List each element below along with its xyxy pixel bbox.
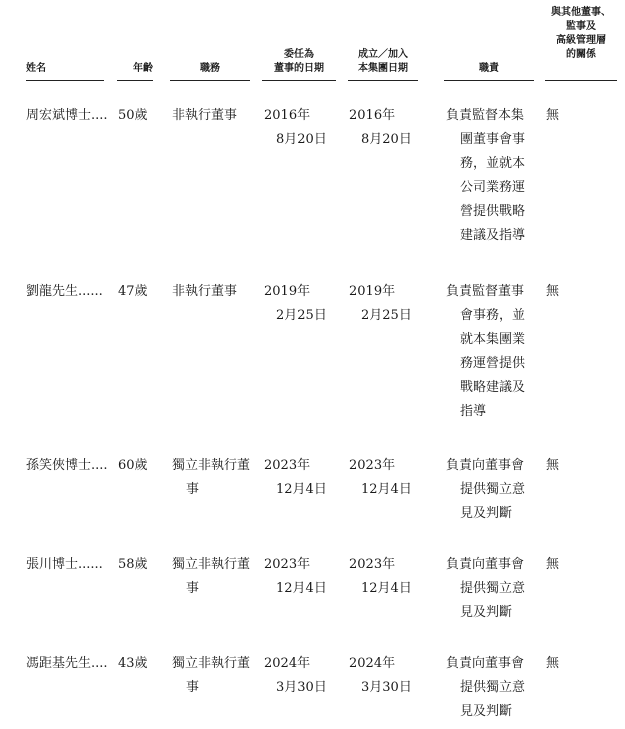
director-name: 馮距基先生.... (26, 656, 108, 671)
director-position (172, 104, 237, 128)
header-position (170, 62, 250, 76)
director-age: 60歲 (118, 458, 148, 473)
director-name: 周宏斌博士.... (26, 108, 108, 123)
director-age: 58歲 (118, 557, 148, 572)
position-line: 事 (186, 680, 200, 695)
appointed-year: 2019年 (264, 284, 311, 299)
duties-line: 提供獨立意 (460, 482, 526, 497)
appointed-year: 2024年 (264, 656, 311, 671)
director-name: 劉龍先生...... (26, 284, 103, 299)
duties-line: 就本集團業 (460, 332, 526, 347)
header-name (26, 62, 56, 76)
duties-line: 負責向董事會 (446, 557, 525, 572)
header-relation (545, 6, 617, 62)
director-duties (446, 454, 525, 526)
header-rule-position (170, 80, 250, 81)
position-line: 非執行董事 (172, 108, 238, 123)
header-rule-duties (444, 80, 534, 81)
director-relation: 無 (546, 656, 560, 671)
duties-line: 指導 (460, 404, 487, 419)
director-age: 50歲 (118, 108, 148, 123)
director-relation: 無 (546, 284, 560, 299)
duties-line: 見及判斷 (460, 605, 513, 620)
joined-year: 2019年 (349, 284, 396, 299)
appointed-day: 3月30日 (276, 680, 327, 695)
joined-day: 2月25日 (361, 308, 412, 323)
director-age: 43歲 (118, 656, 148, 671)
duties-line: 建議及指導 (460, 228, 526, 243)
director-name: 張川博士...... (26, 557, 103, 572)
position-line: 獨立非執行董 (172, 557, 251, 572)
header-rule-relation (545, 80, 617, 81)
appointed-year: 2016年 (264, 108, 311, 123)
joined-year: 2024年 (349, 656, 396, 671)
appointed-date (264, 553, 327, 601)
position-line: 事 (186, 482, 200, 497)
header-rule-joined (348, 80, 418, 81)
director-relation: 無 (546, 108, 560, 123)
director-name: 孫笑俠博士.... (26, 458, 108, 473)
header-name-text: 姓名 (26, 63, 46, 74)
header-relation-line2: 監事及 (566, 21, 596, 32)
duties-line: 負責監督董事 (446, 284, 525, 299)
header-duties-text: 職責 (479, 63, 499, 74)
director-position (172, 553, 250, 601)
duties-line: 見及判斷 (460, 506, 513, 521)
duties-line: 團董事會事 (460, 132, 526, 147)
joined-year: 2023年 (349, 458, 396, 473)
appointed-date (264, 454, 327, 502)
appointed-day: 8月20日 (276, 132, 327, 147)
joined-date (349, 553, 412, 601)
appointed-day: 12月4日 (276, 482, 327, 497)
director-duties (446, 280, 525, 424)
appointed-year: 2023年 (264, 557, 311, 572)
director-duties (446, 553, 525, 625)
joined-date (349, 280, 412, 328)
joined-day: 8月20日 (361, 132, 412, 147)
header-position-text: 職務 (200, 63, 220, 74)
header-rule-age (117, 80, 153, 81)
director-relation: 無 (546, 458, 560, 473)
duties-line: 提供獨立意 (460, 680, 526, 695)
appointed-date (264, 104, 327, 152)
duties-line: 會事務，並 (460, 308, 526, 323)
appointed-day: 12月4日 (276, 581, 327, 596)
appointed-date (264, 280, 327, 328)
joined-date (349, 454, 412, 502)
director-age: 47歲 (118, 284, 148, 299)
header-relation-line4: 的關係 (566, 49, 596, 60)
duties-line: 負責監督本集 (446, 108, 525, 123)
position-line: 獨立非執行董 (172, 458, 251, 473)
director-position (172, 280, 237, 304)
duties-line: 戰略建議及 (460, 380, 526, 395)
position-line: 非執行董事 (172, 284, 238, 299)
joined-day: 12月4日 (361, 482, 412, 497)
duties-line: 營提供戰略 (460, 204, 526, 219)
duties-line: 提供獨立意 (460, 581, 526, 596)
duties-line: 公司業務運 (460, 180, 526, 195)
header-rule-appointed (262, 80, 336, 81)
joined-date (349, 652, 412, 700)
joined-day: 3月30日 (361, 680, 412, 695)
header-relation-line3: 高級管理層 (556, 35, 606, 46)
appointed-day: 2月25日 (276, 308, 327, 323)
position-line: 獨立非執行董 (172, 656, 251, 671)
duties-line: 負責向董事會 (446, 656, 525, 671)
duties-line: 負責向董事會 (446, 458, 525, 473)
director-duties (446, 652, 525, 724)
director-position (172, 454, 250, 502)
duties-line: 見及判斷 (460, 704, 513, 719)
position-line: 事 (186, 581, 200, 596)
header-relation-line1: 與其他董事、 (551, 7, 611, 18)
header-duties (444, 62, 534, 76)
director-relation: 無 (546, 557, 560, 572)
header-joined-date (348, 48, 418, 76)
joined-date (349, 104, 412, 152)
joined-year: 2016年 (349, 108, 396, 123)
header-appointed-date (262, 48, 336, 76)
header-appointed-line1: 委任為 (284, 49, 314, 60)
header-age (117, 62, 153, 76)
header-appointed-line2: 董事的日期 (274, 63, 324, 74)
header-rule-name (26, 80, 104, 81)
header-joined-line1: 成立／加入 (358, 49, 408, 60)
director-position (172, 652, 250, 700)
director-duties (446, 104, 525, 248)
joined-year: 2023年 (349, 557, 396, 572)
header-age-text: 年齡 (133, 63, 153, 74)
header-joined-line2: 本集團日期 (358, 63, 408, 74)
appointed-date (264, 652, 327, 700)
duties-line: 務運營提供 (460, 356, 526, 371)
appointed-year: 2023年 (264, 458, 311, 473)
joined-day: 12月4日 (361, 581, 412, 596)
duties-line: 務，並就本 (460, 156, 526, 171)
